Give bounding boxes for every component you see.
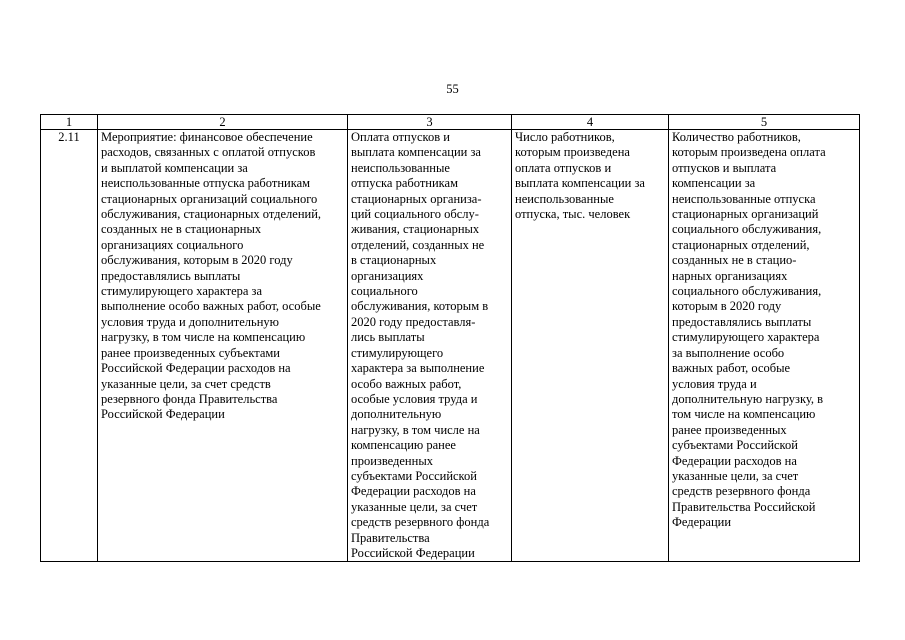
column-header-4: 4 bbox=[512, 115, 669, 130]
indicator-cell: Число работников, которым произведена оплата отпусков и выплата компенсации за неиспользованные отпуска, тыс. человек bbox=[512, 130, 669, 562]
column-header-2: 2 bbox=[98, 115, 348, 130]
column-header-3: 3 bbox=[348, 115, 512, 130]
table-body bbox=[41, 130, 860, 562]
table-header bbox=[41, 115, 860, 130]
result-cell: Оплата отпусков и выплата компенсации за неиспользованные отпуска работникам стационарных организа- ций социального обслу- живания, стационарных отделений, созданных не в стационарных организациях социального обслуживания, которым в 2020 году предоставля- лись выплаты стимулирующего характера за выполнение особо важных работ, особые условия труда и дополнительную нагрузку, в том числе на компенсацию ранее произведенных субъектами Российской Федерации расходов на указанные цели, за счет средств резервного фонда Правительства Российской Федерации bbox=[348, 130, 512, 562]
description-cell: Количество работников, которым произведена оплата отпусков и выплата компенсации за неиспользованные отпуска стационарных организаций социального обслуживания, стационарных отделений, созданных не в стацио- нарных организациях социального обслуживания, которым в 2020 году предоставлялись выплаты стимулирующего характера за выполнение особо важных работ, особые условия труда и дополнительную нагрузку, в том числе на компенсацию ранее произведенных субъектами Российской Федерации расходов на указанные цели, за счет средств резервного фонда Правительства Российской Федерации bbox=[669, 130, 860, 562]
table-header-row bbox=[41, 115, 860, 130]
document-table bbox=[40, 114, 860, 562]
column-header-5: 5 bbox=[669, 115, 860, 130]
page-number: 55 bbox=[446, 82, 459, 96]
row-number-cell: 2.11 bbox=[41, 130, 98, 562]
column-header-1: 1 bbox=[41, 115, 98, 130]
event-cell: Мероприятие: финансовое обеспечение расходов, связанных с оплатой отпусков и выплатой компенсации за неиспользованные отпуска работникам стационарных организаций социального обслуживания, стационарных отделений, созданных не в стационарных организациях социального обслуживания, которым в 2020 году предоставлялись выплаты стимулирующего характера за выполнение особо важных работ, особые условия труда и дополнительную нагрузку, в том числе на компенсацию ранее произведенных субъектами Российской Федерации расходов на указанные цели, за счет средств резервного фонда Правительства Российской Федерации bbox=[98, 130, 348, 562]
table-row bbox=[41, 130, 860, 562]
